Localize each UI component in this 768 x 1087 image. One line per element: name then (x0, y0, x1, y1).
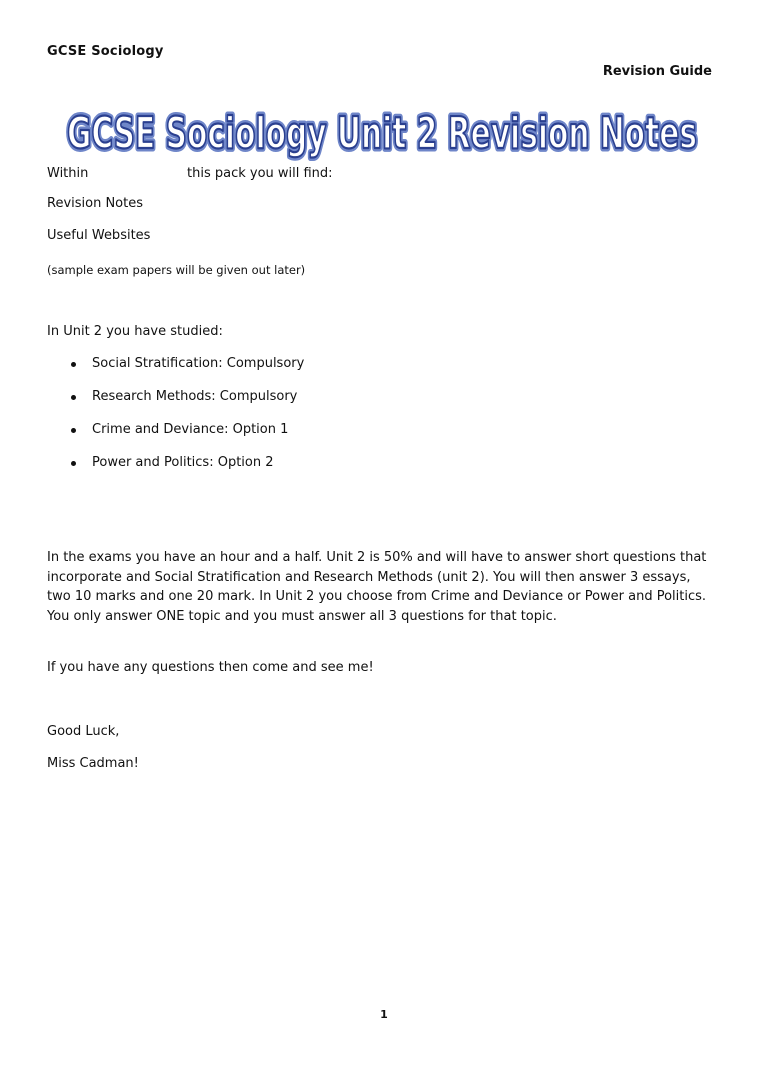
contents-item-useful-websites: Useful Websites (47, 228, 151, 243)
signature: Miss Cadman! (47, 756, 139, 771)
page-number: 1 (380, 1008, 388, 1021)
studied-heading: In Unit 2 you have studied: (47, 324, 223, 339)
topic-label: Research Methods: Compulsory (92, 389, 298, 404)
contents-item-revision-notes: Revision Notes (47, 196, 144, 211)
signoff: Good Luck, (47, 724, 120, 739)
header-guide-label: Revision Guide (602, 64, 712, 79)
intro-within: Within (47, 166, 89, 181)
questions-line: If you have any questions then come and see me! (47, 660, 374, 675)
topic-label: Power and Politics: Option 2 (92, 455, 274, 470)
bullet-icon (71, 461, 76, 466)
bullet-icon (71, 428, 76, 433)
title-wordart (60, 98, 705, 162)
contents-note-exam-papers: (sample exam papers will be given out later) (47, 263, 306, 277)
title-text-glow: GCSE Sociology Unit 2 Revision Notes (67, 108, 697, 159)
bullet-icon (71, 395, 76, 400)
intro-find: this pack you will find: (187, 166, 333, 181)
bullet-icon (71, 362, 76, 367)
topic-label: Social Stratification: Compulsory (92, 356, 305, 371)
topic-label: Crime and Deviance: Option 1 (92, 422, 289, 437)
exam-paragraph: In the exams you have an hour and a half. Unit 2 is 50% and will have to answer short questions that incorporate and Social Stratification and Research Methods (unit 2). You will then answer 3 essays, two 10 marks and one 20 mark. In Unit 2 you choose from Crime and Deviance or Power and Politics. You only answer ONE topic and you must answer all 3 questions for that topic. (47, 550, 707, 624)
document-title (60, 98, 705, 162)
header-subject: GCSE Sociology (47, 44, 164, 59)
title-text: GCSE Sociology Unit 2 Revision Notes (67, 108, 697, 159)
intro-line (47, 166, 687, 181)
